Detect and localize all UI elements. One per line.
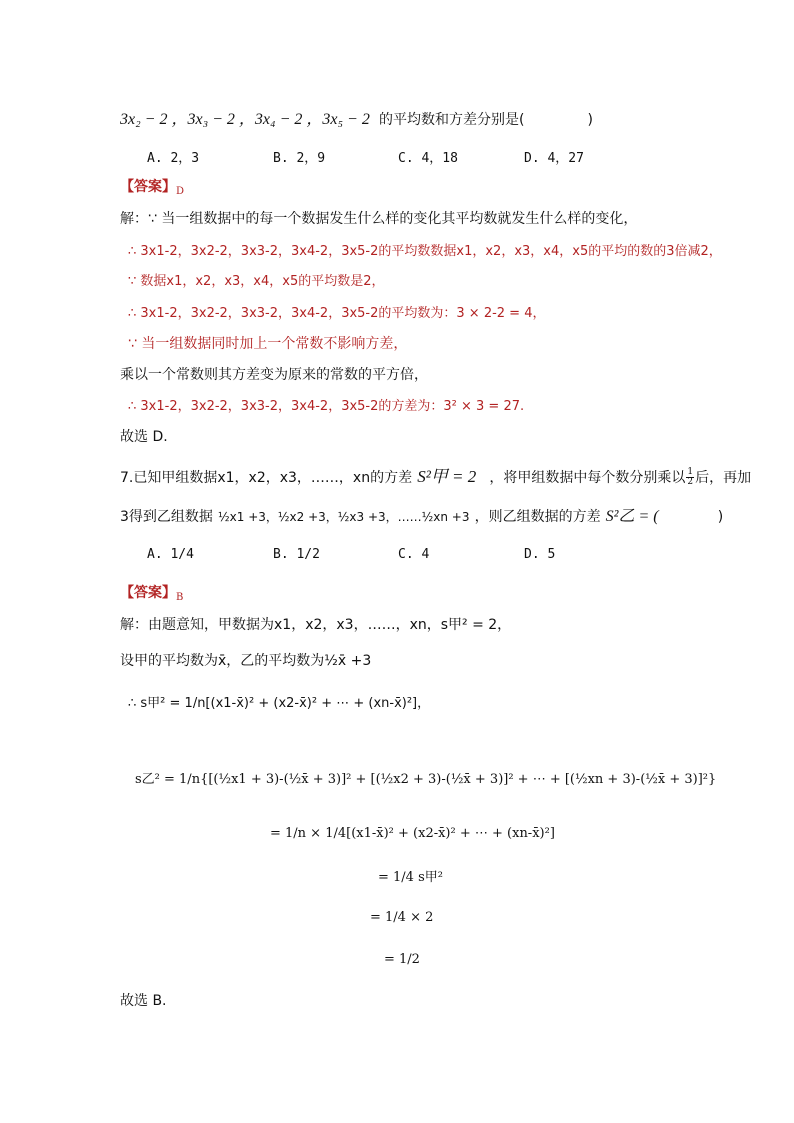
q6-solution-line-7: ∴ 3x1-2，3x2-2，3x3-2，3x4-2，3x5-2的方差为：3² × 3 = 27. xyxy=(128,399,525,414)
q6-option-d: D. 4，27 xyxy=(524,151,584,166)
q7-stem-line-1 xyxy=(120,462,751,487)
q6-stem-text: 的平均数和方差分别是( xyxy=(378,112,525,128)
q7-answer-value: B xyxy=(176,592,184,603)
q6-option-c: C. 4，18 xyxy=(398,151,458,166)
q6-answer-label: 【答案】 xyxy=(120,179,176,195)
q7-stem-part-c: ，将甲组数据中每个数分别乘以 xyxy=(489,470,686,486)
q6-answer xyxy=(120,176,184,197)
q7-option-b: B. 1/2 xyxy=(273,547,320,562)
q7-variance-jia: S²甲 = 2 xyxy=(417,467,477,486)
q7-stem2-close: ) xyxy=(717,509,724,525)
q6-conclusion: 故选 D. xyxy=(120,429,168,445)
q7-solution-line-1: 解：由题意知，甲数据为x1，x2，x3，……，xn，s甲² = 2， xyxy=(120,617,512,633)
q6-stem xyxy=(120,106,593,129)
q6-option-a: A. 2，3 xyxy=(147,151,200,166)
q7-half-fraction: $\frac{1}{2}$ xyxy=(687,467,694,487)
q7-solution-line-5: = 1/n × 1/4[(x1-x̄)² + (x2-x̄)² + ⋯ + (xn-x̄)²] xyxy=(270,826,555,841)
q7-solution-line-2: 设甲的平均数为x̄，乙的平均数为½x̄ +3 xyxy=(120,653,372,669)
q7-solution-line-3: ∴ s甲² = 1/n[(x1-x̄)² + (x2-x̄)² + ⋯ + (xn-x̄)²]， xyxy=(128,696,431,711)
q7-answer xyxy=(120,582,183,603)
q7-stem-part-a: 7.已知甲组数据x1，x2，x3，……，xn的方差 xyxy=(120,470,413,486)
q6-solution-line-4: ∴ 3x1-2，3x2-2，3x3-2，3x4-2，3x5-2的平均数为：3 × 2-2 = 4， xyxy=(128,306,546,321)
q6-answer-value: D xyxy=(176,186,185,197)
q6-option-b: B. 2，9 xyxy=(273,151,326,166)
q7-stem-part-d: 后，再加 xyxy=(695,470,752,486)
q7-solution-line-7: = 1/4 × 2 xyxy=(370,910,434,925)
q7-stem2-a: 3得到乙组数据 xyxy=(120,509,213,525)
q7-option-c: C. 4 xyxy=(398,547,430,562)
q7-variance-yi: S²乙 = ( xyxy=(605,508,659,525)
q7-stem2-items: ½x1 +3，½x2 +3，½x3 +3，……½xn +3 xyxy=(218,510,470,524)
q7-solution-line-6: = 1/4 s甲² xyxy=(378,870,443,885)
q7-option-a: A. 1/4 xyxy=(147,547,194,562)
q6-stem-math: 3x₂ − 2 ，3x₃ − 2 ，3x₄ − 2 ，3x₅ − 2 xyxy=(120,111,370,128)
q7-option-d: D. 5 xyxy=(524,547,556,562)
q6-solution-line-6: 乘以一个常数则其方差变为原来的常数的平方倍， xyxy=(120,367,428,383)
q7-answer-label: 【答案】 xyxy=(120,585,176,601)
q7-stem-line-2 xyxy=(120,503,723,526)
q6-solution-line-1: 解：∵ 当一组数据中的每一个数据发生什么样的变化其平均数就发生什么样的变化， xyxy=(120,211,638,227)
q6-solution-line-5: ∵ 当一组数据同时加上一个常数不影响方差， xyxy=(128,336,408,352)
q7-stem2-b: ，则乙组数据的方差 xyxy=(474,509,601,525)
q7-solution-line-4: s乙² = 1/n{[(½x1 + 3)-(½x̄ + 3)]² + [(½x2 + 3)-(½x̄ + 3)]² + ⋯ + [(½xn + 3)-(½x̄ + 3)]²} xyxy=(135,772,717,787)
q6-solution-line-3: ∵ 数据x1，x2，x3，x4，x5的平均数是2， xyxy=(128,274,385,289)
q7-conclusion: 故选 B. xyxy=(120,993,167,1009)
q6-stem-close: ) xyxy=(587,112,593,128)
q6-solution-line-2: ∴ 3x1-2，3x2-2，3x3-2，3x4-2，3x5-2的平均数数据x1，x2，x3，x4，x5的平均的数的3倍减2， xyxy=(128,244,722,259)
q7-solution-line-8: = 1/2 xyxy=(384,952,420,967)
